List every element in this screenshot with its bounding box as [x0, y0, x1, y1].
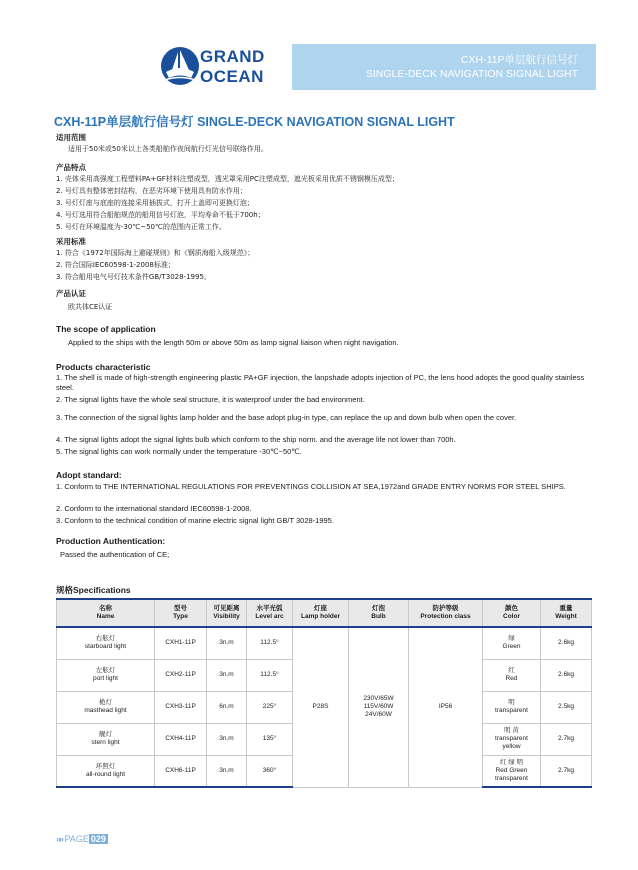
name-cell: 桅灯 masthead light: [57, 691, 155, 723]
double-chevron-icon: »»: [56, 834, 63, 844]
arc-cell: 112.5°: [247, 659, 293, 691]
type-cell: CXH3-11P: [155, 691, 207, 723]
col-header: 灯泡 Bulb: [349, 599, 409, 627]
en-cert-heading: Production Authentication:: [56, 536, 166, 546]
banner-title-cn: CXH-11P单层航行信号灯: [460, 54, 578, 66]
color-cell: 明 transparent: [483, 691, 541, 723]
weight-cell: 2.5kg: [541, 691, 592, 723]
cn-feature-item: 5. 号灯在环境温度为-30℃~50℃的范围内正常工作。: [56, 223, 226, 231]
color-cell: 红 绿 明 Red Green transparent: [483, 755, 541, 787]
cn-standard-item: 2. 符合国际IEC60598-1-2008标准；: [56, 261, 175, 269]
cn-feature-item: 4. 号灯选用符合船舶规范的船用信号灯泡，平均寿命不低于700h；: [56, 211, 265, 219]
page-footer: [56, 834, 108, 844]
col-header: 重量 Weight: [541, 599, 592, 627]
en-scope-heading: The scope of application: [56, 324, 156, 334]
color-cell: 明 黄 transparent yellow: [483, 723, 541, 755]
type-cell: CXH1-11P: [155, 627, 207, 659]
en-standards-heading: Adopt standard:: [56, 470, 122, 480]
en-features-heading: Products characteristic: [56, 362, 151, 372]
col-header: 防护等级 Protection class: [409, 599, 483, 627]
weight-cell: 2.6kg: [541, 627, 592, 659]
cn-feature-item: 3. 号灯灯座与底座的连接采用插拔式，打开上盖即可更换灯泡；: [56, 199, 254, 207]
en-standard-item: 3. Conform to the technical condition of marine electric signal light GB/T 3028-1995.: [56, 516, 334, 525]
en-standard-item: 2. Conform to the international standard IEC60598-1-2008.: [56, 504, 252, 513]
arc-cell: 360°: [247, 755, 293, 787]
col-header: 灯座 Lamp holder: [293, 599, 349, 627]
visibility-cell: 3n.m: [207, 659, 247, 691]
type-cell: CXH6-11P: [155, 755, 207, 787]
col-header: 可见距离 Visibility: [207, 599, 247, 627]
banner-title-en: SINGLE-DECK NAVIGATION SIGNAL LIGHT: [365, 68, 578, 80]
color-cell: 绿 Green: [483, 627, 541, 659]
en-feature-item: 2. The signal lights have the whole seal structure, it is waterproof under the bad environment.: [56, 395, 365, 404]
en-feature-item: 4. The signal lights adopt the signal lights bulb which conform to the ship norm. and the average life not lower than 700h.: [56, 435, 456, 444]
table-header-row: [57, 599, 592, 627]
en-cert-text: Passed the authentication of CE;: [60, 550, 170, 559]
name-cell: 环照灯 all-round light: [57, 755, 155, 787]
lamp-holder-cell: P28S: [293, 627, 349, 787]
visibility-cell: 6n.m: [207, 691, 247, 723]
weight-cell: 2.6kg: [541, 659, 592, 691]
spec-table: [56, 598, 592, 788]
ship-emblem-icon: [160, 42, 200, 94]
type-cell: CXH4-11P: [155, 723, 207, 755]
specs-heading: 规格Specifications: [56, 585, 131, 595]
name-cell: 艉灯 stern light: [57, 723, 155, 755]
col-header: 水平光弧 Level arc: [247, 599, 293, 627]
visibility-cell: 3n.m: [207, 755, 247, 787]
en-feature-item: 5. The signal lights can work normally under the temperature -30℃~50℃.: [56, 447, 302, 456]
page-title: CXH-11P单层航行信号灯 SINGLE-DECK NAVIGATION SIGNAL LIGHT: [54, 115, 455, 129]
cn-cert-heading: 产品认证: [56, 289, 86, 298]
cn-feature-item: 2. 号灯具有整体密封结构，在恶劣环境下使用具有防水作用；: [56, 187, 247, 195]
cn-features-heading: 产品特点: [56, 163, 86, 172]
table-row: [57, 627, 592, 659]
page-label: PAGE: [64, 834, 89, 844]
visibility-cell: 3n.m: [207, 627, 247, 659]
en-scope-text: Applied to the ships with the length 50m or above 50m as lamp signal liaison when night navigation.: [68, 338, 399, 347]
name-cell: 右舷灯 starboard light: [57, 627, 155, 659]
en-standard-item: 1. Conform to THE INTERNATIONAL REGULATIONS FOR PREVENTINGS COLLISION AT SEA,1972and GRADE ENTRY NORMS FOR STEEL SHIPS.: [56, 482, 566, 491]
name-cell: 左舷灯 port light: [57, 659, 155, 691]
weight-cell: 2.7kg: [541, 723, 592, 755]
color-cell: 红 Red: [483, 659, 541, 691]
cn-scope-heading: 适用范围: [56, 133, 86, 142]
cn-standards-heading: 采用标准: [56, 237, 86, 246]
visibility-cell: 3n.m: [207, 723, 247, 755]
col-header: 颜色 Color: [483, 599, 541, 627]
arc-cell: 112.5°: [247, 627, 293, 659]
type-cell: CXH2-11P: [155, 659, 207, 691]
protection-cell: IP56: [409, 627, 483, 787]
cn-cert-text: 欧共体CE认证: [68, 303, 113, 311]
arc-cell: 135°: [247, 723, 293, 755]
en-feature-item: 3. The connection of the signal lights lamp holder and the base adopt plug-in type, can replace the up and down bulb when open the cover.: [56, 413, 517, 422]
cn-standard-item: 1. 符合《1972年国际海上避碰规则》和《钢质海船入级规范》；: [56, 249, 255, 257]
arc-cell: 225°: [247, 691, 293, 723]
cn-feature-item: 1. 壳体采用高强度工程塑料PA+GF材料注塑成型，透光罩采用PC注塑成型，遮光板采用优质不锈钢模压成型；: [56, 175, 399, 183]
col-header: 型号 Type: [155, 599, 207, 627]
en-feature-item: 1. The shell is made of high-strength engineering plastic PA+GF injection, the lanpshade adopts injection of PC, the lens hood adopts the good quality stainless steel.: [56, 373, 585, 392]
weight-cell: 2.7kg: [541, 755, 592, 787]
cn-scope-text: 适用于50米或50米以上各类船舶作夜间航行灯光信号联络作用。: [68, 145, 268, 153]
col-header: 名称 Name: [57, 599, 155, 627]
brand-name-line1: GRAND: [200, 47, 265, 66]
header-banner: [292, 44, 596, 90]
cn-standard-item: 3. 符合船用电气号灯技术条件GB/T3028-1995。: [56, 273, 211, 281]
bulb-cell: 230V/65W 115V/60W 24V/60W: [349, 627, 409, 787]
brand-name-line2: OCEAN: [200, 67, 264, 86]
page-number: 029: [90, 834, 106, 844]
brand-logo: [160, 40, 270, 96]
